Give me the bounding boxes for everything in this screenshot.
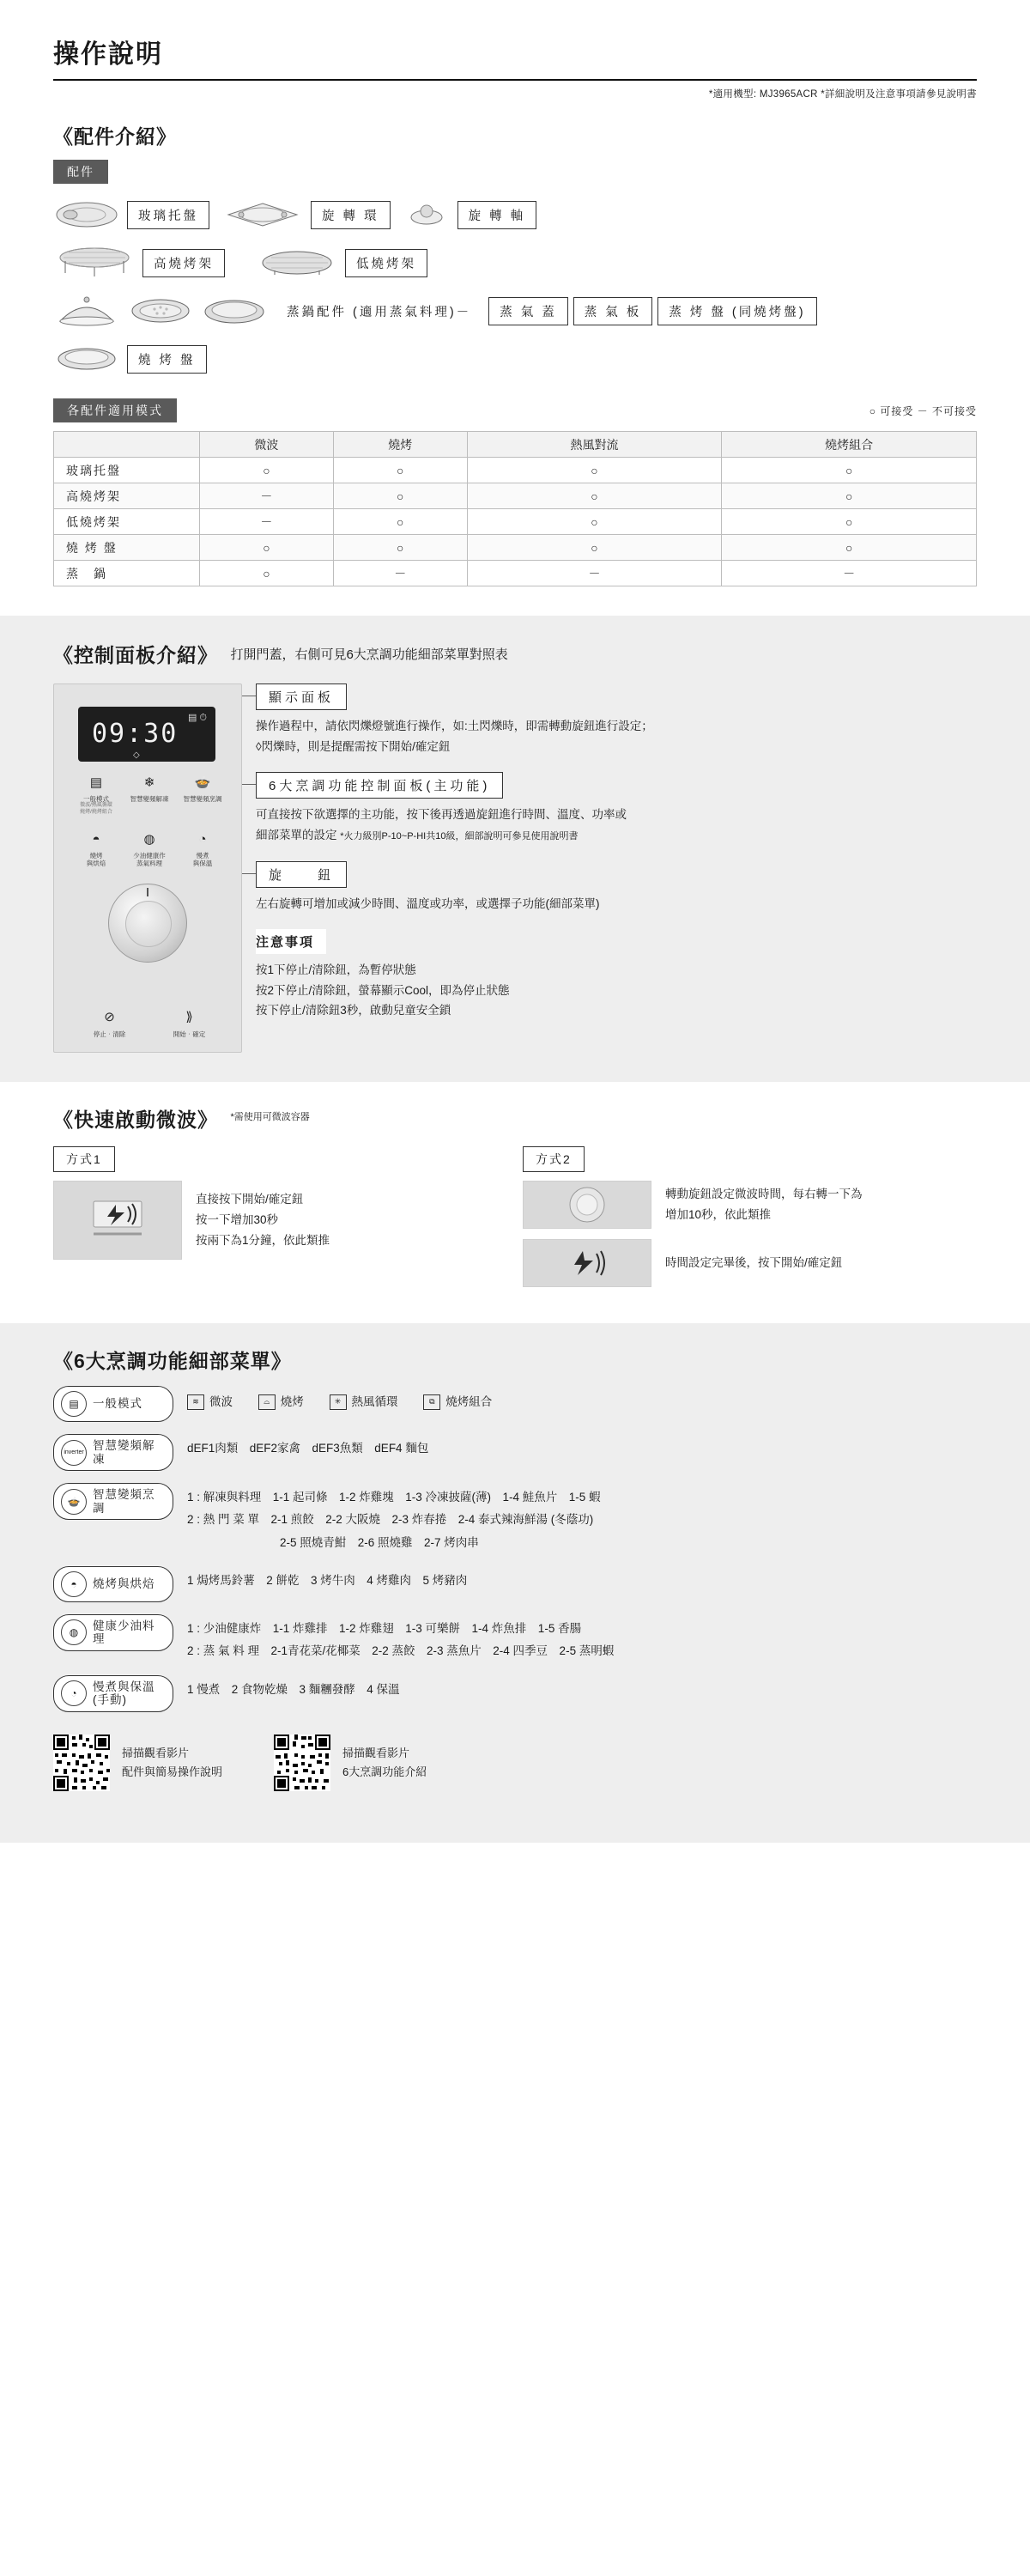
- accessory-label: 高燒烤架: [142, 249, 225, 277]
- menu-button-label: 一般模式: [93, 1397, 142, 1411]
- display-status-icons: ▤ ⏱: [187, 713, 207, 723]
- cell: －: [200, 483, 334, 509]
- annotation-main-functions: [256, 772, 977, 845]
- row-label: 低燒烤架: [54, 509, 200, 535]
- panel-label: 一般模式: [83, 795, 109, 803]
- annotation-body: 按1下停止/清除鈕，為暫停狀態 按2下停止/清除鈕，螢幕顯示Cool，即為停止狀態 按下停止/清除鈕3秒，啟動兒童安全鎖: [256, 963, 510, 1018]
- panel-label: 少油健康作 蒸氣料理: [133, 852, 166, 868]
- col-head: 燒烤組合: [722, 432, 977, 458]
- menus-section: [0, 1323, 1030, 1843]
- title-divider: [53, 79, 977, 81]
- accessory-item: [53, 197, 209, 232]
- steam-pan-icon: [201, 294, 268, 328]
- table-header-row: [54, 432, 977, 458]
- accessory-row-4: [53, 342, 977, 376]
- annotation-knob: [256, 861, 977, 914]
- page-title: 操作說明: [53, 40, 163, 69]
- annotation-notice: [256, 929, 977, 1021]
- menu-content: [173, 1614, 614, 1663]
- display-time: 09:30: [92, 719, 179, 749]
- accessory-label: 燒 烤 盤: [127, 345, 207, 374]
- accessory-label: 玻璃托盤: [127, 201, 209, 229]
- table-row: [54, 483, 977, 509]
- accessory-label: 蒸 烤 盤 (同燒烤盤): [657, 297, 816, 325]
- display-diamond-icon: ◇: [133, 750, 140, 760]
- cell: －: [333, 561, 467, 586]
- low-rack-icon: [256, 246, 338, 280]
- menu-line: 2 : 蒸 氣 料 理 2-1青花菜/花椰菜 2-2 蒸餃 2-3 蒸魚片 2-4 四季豆 2-5 蒸明蝦: [187, 1644, 615, 1658]
- table-row: [54, 535, 977, 561]
- display-panel: [78, 707, 215, 762]
- cell: ○: [467, 509, 722, 535]
- menu-row-defrost: [53, 1434, 977, 1471]
- menu-row-smart-cook: [53, 1483, 977, 1554]
- slow-cook-icon: ◔: [61, 1680, 87, 1706]
- menu-button-smart-cook[interactable]: [53, 1483, 173, 1520]
- grill-bake-icon[interactable]: ◓ 燒烤 與烘焙: [71, 830, 121, 868]
- accessory-row-1: [53, 197, 977, 232]
- mode-chip-convection: [330, 1391, 398, 1413]
- quick-start-method-1: [53, 1146, 507, 1297]
- slow-cook-icon[interactable]: ◔ 慢煮 與保溫: [178, 830, 227, 868]
- menu-row-less-oil: [53, 1614, 977, 1663]
- menu-button-defrost[interactable]: [53, 1434, 173, 1471]
- quick-start-section: [0, 1082, 1030, 1323]
- chip-label: 微波: [209, 1394, 233, 1408]
- row-label: 蒸 鍋: [54, 561, 200, 586]
- qr-code-icon[interactable]: [274, 1735, 330, 1791]
- qr-caption: 掃描觀看影片 配件與簡易操作說明: [122, 1746, 223, 1778]
- glass-tray-icon: [53, 197, 120, 232]
- menu-button-label: 智慧變頻解凍: [93, 1439, 155, 1466]
- menu-content: [173, 1483, 601, 1554]
- cell: －: [722, 561, 977, 586]
- grill-bake-icon: ◓: [61, 1571, 87, 1597]
- start-confirm-icon[interactable]: ⟫ 開始‧確定: [165, 1009, 215, 1038]
- panel-label: 智慧變頻烹調: [183, 795, 222, 803]
- control-panel-annotations: [242, 683, 977, 1053]
- qr-item: [274, 1735, 427, 1791]
- quick-start-methods: [53, 1146, 977, 1297]
- annotation-body: 操作過程中，請依閃爍燈號進行操作，如:土閃爍時，即需轉動旋鈕進行設定； ◊閃爍時，則是提醒需按下開始/確定鈕: [256, 720, 653, 753]
- accessory-item: [221, 197, 391, 232]
- annotation-head: 顯示面板: [256, 683, 347, 710]
- rotating-shaft-icon: [403, 197, 451, 232]
- accessory-label: 旋 轉 環: [311, 201, 391, 229]
- steam-lid-icon: [53, 294, 120, 328]
- accessory-row-2: [53, 246, 977, 280]
- convection-icon: ✳: [330, 1394, 347, 1410]
- method-step: [523, 1239, 977, 1287]
- menu-button-label: 健康少油料理: [93, 1619, 155, 1646]
- row-label: 玻璃托盤: [54, 458, 200, 483]
- cell: ○: [467, 458, 722, 483]
- cell: －: [200, 509, 334, 535]
- control-panel-figure-wrap: [53, 683, 977, 1053]
- accessory-label: 旋 轉 軸: [457, 201, 537, 229]
- cell: ○: [333, 535, 467, 561]
- chip-label: 燒烤組合: [445, 1394, 493, 1408]
- grill-icon: ⌓: [258, 1394, 276, 1410]
- chip-label: 燒烤: [280, 1394, 304, 1408]
- method-tag: 方式2: [523, 1146, 585, 1172]
- panel-label: 智慧變頻解凍: [130, 795, 169, 803]
- leader-line: [242, 784, 256, 785]
- defrost-icon[interactable]: ❄ 智慧變頻解凍: [124, 774, 174, 816]
- combo-icon: ⧉: [423, 1394, 440, 1410]
- annotation-display: [256, 683, 977, 756]
- method-step-text: 直接按下開始/確定鈕 按一下增加30秒 按兩下為1分鐘，依此類推: [196, 1192, 330, 1248]
- accessory-item: [256, 246, 427, 280]
- microwave-burst-icon: [53, 1181, 182, 1260]
- menu-content: [173, 1566, 467, 1592]
- cell: ○: [333, 458, 467, 483]
- grill-pan-icon: [53, 342, 120, 376]
- accessory-item: [403, 197, 537, 232]
- table-row: [54, 509, 977, 535]
- rotating-ring-icon: [221, 197, 304, 232]
- annotation-body: 左右旋轉可增加或減少時間、溫度或功率，或選擇子功能(細部菜單): [256, 896, 600, 910]
- cell: ○: [467, 535, 722, 561]
- method-step: [53, 1181, 507, 1260]
- general-mode-icon[interactable]: ▤ 一般模式 微波/熱風循環 燒烤/燒烤組合: [71, 774, 121, 816]
- method-step-text: 時間設定完畢後，按下開始/確定鈕: [665, 1255, 843, 1269]
- cell: ○: [722, 458, 977, 483]
- cell: －: [467, 561, 722, 586]
- control-panel-subtitle: 打開門蓋，右側可見6大烹調功能細部菜單對照表: [230, 647, 508, 662]
- annotation-head: 旋 鈕: [256, 861, 347, 888]
- accessory-label: 蒸 氣 板: [573, 297, 653, 325]
- quick-start-title: 《快速啟動微波》: [53, 1109, 218, 1131]
- qr-item: [53, 1735, 222, 1791]
- method-tag: 方式1: [53, 1146, 115, 1172]
- menu-line: dEF1肉類 dEF2家禽 dEF3魚類 dEF4 麵包: [187, 1442, 429, 1455]
- cell: ○: [200, 561, 334, 586]
- mode-chip-microwave: [187, 1391, 233, 1413]
- cell: ○: [467, 483, 722, 509]
- menu-button-less-oil[interactable]: [53, 1614, 173, 1651]
- menu-line: 1 : 解凍與料理 1-1 起司條 1-2 炸雞塊 1-3 冷凍披薩(薄) 1-4 鮭魚片 1-5 蝦: [187, 1491, 601, 1504]
- accessories-title: 《配件介紹》: [53, 125, 177, 148]
- menu-button-label: 智慧變頻烹調: [93, 1488, 155, 1515]
- panel-sublabel: 微波/熱風循環 燒烤/燒烤組合: [80, 803, 112, 815]
- accessory-label: 蒸鍋配件 (適用蒸氣料理)－: [287, 298, 482, 325]
- microwave-icon: ≋: [187, 1394, 204, 1410]
- accessory-item: [53, 342, 207, 376]
- col-head: 熱風對流: [467, 432, 722, 458]
- inverter-icon: inverter: [61, 1440, 87, 1466]
- accessory-item: [53, 294, 120, 328]
- footer-qr-section: [53, 1735, 977, 1826]
- table-row: [54, 561, 977, 586]
- accessory-label: 蒸 氣 蓋: [488, 297, 568, 325]
- compat-section: [0, 398, 1030, 616]
- cell: ○: [722, 509, 977, 535]
- less-oil-icon: ◍: [61, 1619, 87, 1645]
- menu-button-label: 燒烤與烘焙: [93, 1577, 155, 1591]
- compat-legend: ○ 可接受 － 不可接受: [869, 405, 977, 417]
- menu-button-grill-bake[interactable]: [53, 1566, 173, 1602]
- model-note: *適用機型: MJ3965ACR *詳細說明及注意事項請參見說明書: [708, 89, 977, 100]
- mode-chip-grill: [258, 1391, 304, 1413]
- cell: ○: [200, 458, 334, 483]
- menu-row-grill-bake: [53, 1566, 977, 1602]
- menus-title: 《6大烹調功能細部菜單》: [53, 1350, 292, 1372]
- menu-content: [173, 1386, 514, 1413]
- panel-function-row-1: [70, 774, 229, 816]
- col-head: 燒烤: [333, 432, 467, 458]
- accessory-item: [280, 297, 817, 325]
- col-head: [54, 432, 200, 458]
- accessories-section: [0, 100, 1030, 398]
- menu-line: 2-5 照燒青魽 2-6 照燒雞 2-7 烤肉串: [187, 1535, 479, 1549]
- menu-content: [173, 1434, 428, 1460]
- panel-function-row-2: [70, 830, 229, 868]
- col-head: 微波: [200, 432, 334, 458]
- header-section: [0, 0, 1030, 100]
- quick-start-method-2: [523, 1146, 977, 1297]
- cell: ○: [200, 535, 334, 561]
- cell: ○: [722, 535, 977, 561]
- accessories-tag: 配件: [53, 160, 108, 184]
- mode-chip-combo: [423, 1391, 492, 1413]
- menu-line: 1 慢煮 2 食物乾燥 3 麵糰發酵 4 保溫: [187, 1682, 400, 1696]
- control-knob[interactable]: [108, 884, 187, 963]
- menu-content: [173, 1675, 400, 1701]
- menu-button-slow-cook[interactable]: [53, 1675, 173, 1712]
- menu-row-general: [53, 1386, 977, 1422]
- annotation-head: 注意事項: [256, 929, 326, 954]
- panel-label: 開始‧確定: [173, 1030, 206, 1038]
- knob-indicator-mark: [147, 888, 148, 896]
- cell: ○: [333, 509, 467, 535]
- steam-plate-icon: [127, 294, 194, 328]
- cell: ○: [722, 483, 977, 509]
- qr-caption: 掃描觀看影片 6大烹調功能介紹: [342, 1746, 427, 1778]
- quick-start-subtitle: *需使用可微波容器: [230, 1112, 310, 1122]
- row-label: 高燒烤架: [54, 483, 200, 509]
- less-oil-icon[interactable]: ◍ 少油健康作 蒸氣料理: [124, 830, 174, 868]
- annotation-head: 6大烹調功能控制面板(主功能): [256, 772, 503, 799]
- start-confirm-icon: [523, 1239, 651, 1287]
- cell: ○: [333, 483, 467, 509]
- annotation-body: 可直接按下欲選擇的主功能，按下後再透過旋鈕進行時間、溫度、功率或 細部菜單的設定 *火力級別P-10~P-HI共10級，細部說明可參見使用說明書: [256, 808, 627, 841]
- high-rack-icon: [53, 246, 136, 280]
- accessory-item: [127, 294, 194, 328]
- panel-label: 慢煮 與保溫: [192, 852, 213, 868]
- leader-line: [242, 873, 256, 874]
- qr-code-icon[interactable]: [53, 1735, 110, 1791]
- chip-label: 熱風循環: [351, 1394, 398, 1408]
- control-panel-section: [0, 616, 1030, 1082]
- stop-clear-icon[interactable]: ⊘ 停止‧清除: [85, 1009, 135, 1038]
- accessory-item: [201, 294, 268, 328]
- table-row: [54, 458, 977, 483]
- knob-icon: [523, 1181, 651, 1229]
- smart-cook-icon: 🍲: [61, 1489, 87, 1515]
- menu-line: 2 : 熱 門 菜 單 2-1 煎餃 2-2 大阪燒 2-3 炸春捲 2-4 泰式辣海鮮湯 (冬蔭功): [187, 1513, 594, 1527]
- menu-button-label: 慢煮與保溫 (手動): [93, 1680, 155, 1707]
- control-panel-title: 《控制面板介紹》: [53, 644, 218, 666]
- menu-line: 1 焗烤馬鈴薯 2 餅乾 3 烤牛肉 4 烤雞肉 5 烤豬肉: [187, 1573, 468, 1587]
- menu-row-slow-cook: [53, 1675, 977, 1712]
- compat-table: [53, 431, 977, 586]
- compat-tag: 各配件適用模式: [53, 398, 177, 422]
- row-label: 燒 烤 盤: [54, 535, 200, 561]
- menu-line: 1 : 少油健康炸 1-1 炸雞排 1-2 炸雞翅 1-3 可樂餅 1-4 炸魚排 1-5 香腸: [187, 1621, 582, 1635]
- accessory-item: [53, 246, 225, 280]
- panel-label: 燒烤 與烘焙: [86, 852, 106, 868]
- panel-bottom-buttons: [70, 1009, 229, 1038]
- method-step: [523, 1181, 977, 1229]
- smart-cook-icon[interactable]: 🍲 智慧變頻烹調: [178, 774, 227, 816]
- accessory-row-3: [53, 294, 977, 328]
- general-mode-icon: ▤: [61, 1391, 87, 1417]
- panel-label: 停止‧清除: [93, 1030, 126, 1038]
- accessory-label: 低燒烤架: [345, 249, 427, 277]
- control-panel-image: [53, 683, 242, 1053]
- method-step-text: 轉動旋鈕設定微波時間，每右轉一下為 增加10秒，依此類推: [665, 1187, 863, 1221]
- menu-button-general[interactable]: [53, 1386, 173, 1422]
